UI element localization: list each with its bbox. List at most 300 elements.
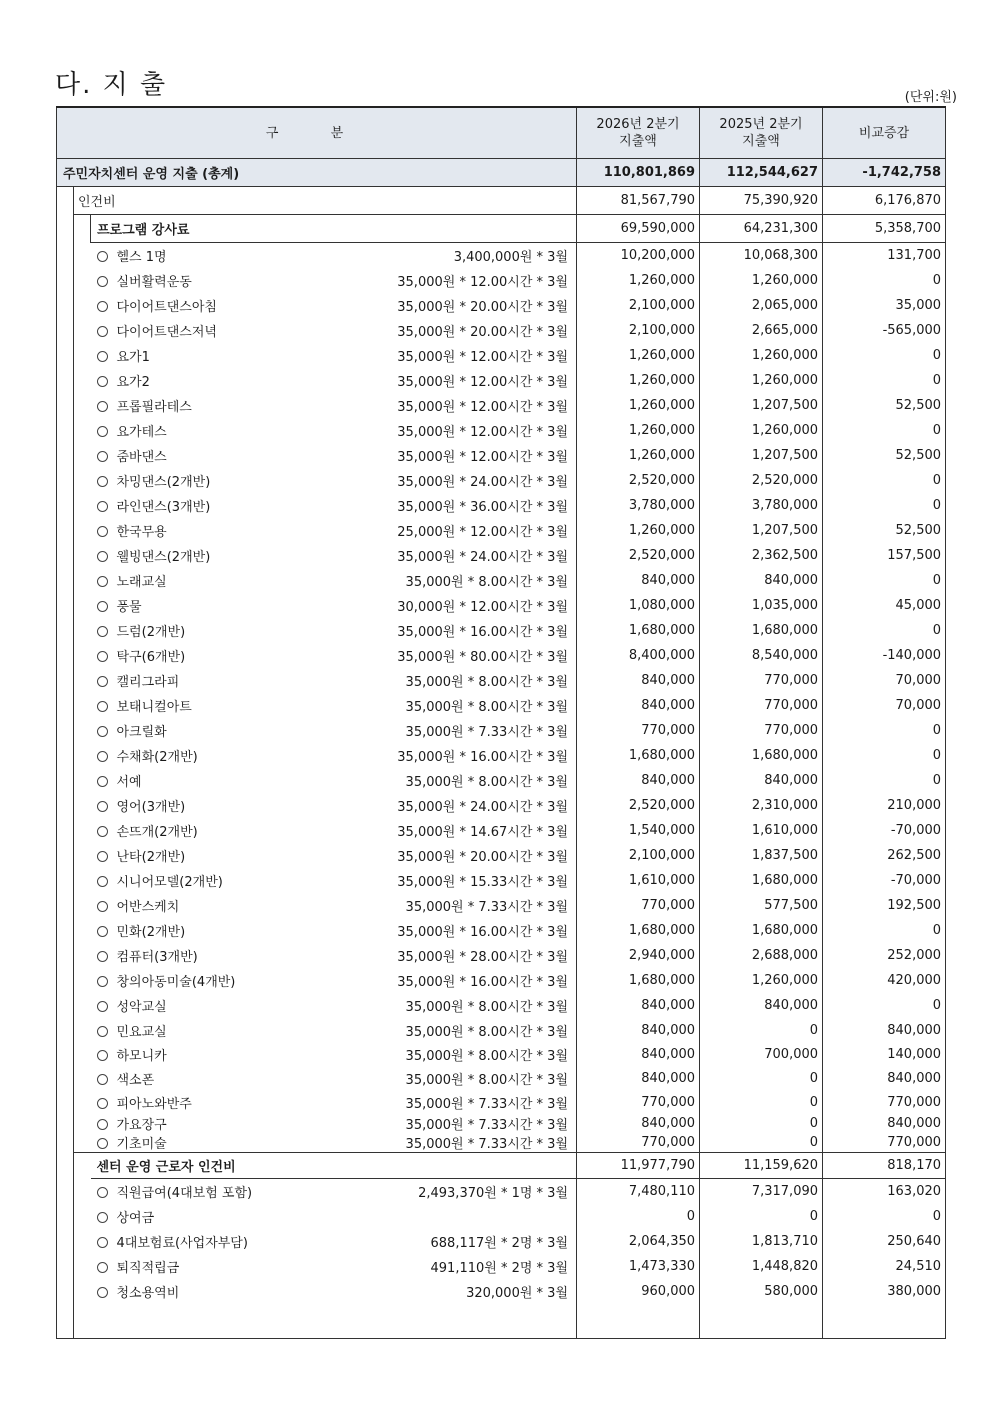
circle-bullet-icon <box>97 1074 108 1085</box>
header-2026 <box>577 107 700 159</box>
item-diff: 0 <box>823 1204 946 1229</box>
indent-cell <box>57 868 74 893</box>
circle-bullet-icon <box>97 1237 108 1248</box>
circle-bullet-icon <box>97 401 108 412</box>
indent-cell <box>57 187 74 215</box>
table-row <box>57 368 946 393</box>
indent-cell <box>57 1304 74 1339</box>
item-v2026: 1,680,000 <box>577 968 700 993</box>
indent-cell <box>57 693 74 718</box>
item-formula: 35,000원 * 8.00시간 * 3월 <box>405 775 569 790</box>
item-name: 어반스케치 <box>116 900 180 915</box>
item-formula: 35,000원 * 8.00시간 * 3월 <box>405 700 569 715</box>
item-cell <box>91 268 577 293</box>
table-row <box>57 1229 946 1254</box>
item-formula: 35,000원 * 12.00시간 * 3월 <box>397 450 569 465</box>
item-name: 노래교실 <box>116 575 167 590</box>
item-formula: 35,000원 * 7.33시간 * 3월 <box>405 1118 569 1133</box>
total-2026: 110,801,869 <box>577 159 700 187</box>
table-row <box>57 768 946 793</box>
item-v2025: 1,260,000 <box>700 343 823 368</box>
item-name: 민화(2개반) <box>116 925 186 940</box>
indent-cell <box>57 468 74 493</box>
item-cell <box>91 743 577 768</box>
item-diff: 131,700 <box>823 243 946 269</box>
indent-cell <box>57 618 74 643</box>
item-v2025: 2,520,000 <box>700 468 823 493</box>
indent-cell <box>57 993 74 1018</box>
indent-cell <box>74 393 91 418</box>
item-v2026: 1,680,000 <box>577 618 700 643</box>
item-v2025: 1,837,500 <box>700 843 823 868</box>
indent-cell <box>74 1133 91 1153</box>
indent-cell <box>57 1204 74 1229</box>
table-row <box>57 343 946 368</box>
item-name: 시니어모델(2개반) <box>116 875 223 890</box>
item-formula: 35,000원 * 20.00시간 * 3월 <box>397 850 569 865</box>
indent-cell <box>74 743 91 768</box>
item-formula: 35,000원 * 16.00시간 * 3월 <box>397 925 569 940</box>
circle-bullet-icon <box>97 1026 108 1037</box>
item-name: 라인댄스(3개반) <box>116 500 211 515</box>
item-v2026: 1,260,000 <box>577 268 700 293</box>
indent-cell <box>74 668 91 693</box>
table-row <box>57 543 946 568</box>
item-cell <box>91 843 577 868</box>
indent-cell <box>57 743 74 768</box>
item-cell <box>91 543 577 568</box>
indent-cell <box>57 318 74 343</box>
item-diff: 192,500 <box>823 893 946 918</box>
indent-cell <box>57 1090 74 1114</box>
item-v2026: 1,540,000 <box>577 818 700 843</box>
indent-cell <box>57 968 74 993</box>
indent-cell <box>74 418 91 443</box>
indent-cell <box>74 1204 91 1229</box>
indent-cell <box>74 943 91 968</box>
item-diff: 70,000 <box>823 668 946 693</box>
item-v2026: 2,100,000 <box>577 318 700 343</box>
item-v2025: 1,207,500 <box>700 518 823 543</box>
item-v2025: 3,780,000 <box>700 493 823 518</box>
item-formula: 688,117원 * 2명 * 3월 <box>430 1236 569 1251</box>
table-row <box>57 393 946 418</box>
indent-cell <box>74 1153 91 1179</box>
item-name: 탁구(6개반) <box>116 650 186 665</box>
item-v2025: 577,500 <box>700 893 823 918</box>
item-v2026: 1,080,000 <box>577 593 700 618</box>
circle-bullet-icon <box>97 326 108 337</box>
item-cell <box>91 1018 577 1042</box>
indent-cell <box>74 893 91 918</box>
item-diff: 0 <box>823 368 946 393</box>
item-diff: -565,000 <box>823 318 946 343</box>
item-cell <box>91 1279 577 1304</box>
table-row <box>57 918 946 943</box>
total-2025: 112,544,627 <box>700 159 823 187</box>
empty-cell <box>823 1304 946 1339</box>
item-diff: 0 <box>823 343 946 368</box>
workers-2026: 11,977,790 <box>577 1153 700 1179</box>
item-diff: 0 <box>823 618 946 643</box>
circle-bullet-icon <box>97 1262 108 1273</box>
table-row <box>57 568 946 593</box>
item-cell <box>91 443 577 468</box>
item-cell <box>91 718 577 743</box>
item-v2026: 1,260,000 <box>577 443 700 468</box>
item-v2025: 1,680,000 <box>700 618 823 643</box>
item-cell <box>91 1066 577 1090</box>
circle-bullet-icon <box>97 251 108 262</box>
program-2026: 69,590,000 <box>577 215 700 243</box>
item-cell <box>91 1042 577 1066</box>
empty-cell <box>700 1304 823 1339</box>
item-diff: 0 <box>823 418 946 443</box>
item-diff: 0 <box>823 768 946 793</box>
personnel-2026: 81,567,790 <box>577 187 700 215</box>
circle-bullet-icon <box>97 926 108 937</box>
item-cell <box>91 893 577 918</box>
personnel-diff: 6,176,870 <box>823 187 946 215</box>
item-diff: -70,000 <box>823 818 946 843</box>
item-diff: 163,020 <box>823 1179 946 1205</box>
item-cell <box>91 393 577 418</box>
circle-bullet-icon <box>97 301 108 312</box>
item-name: 하모니카 <box>116 1048 167 1064</box>
table-row <box>57 443 946 468</box>
indent-cell <box>74 843 91 868</box>
item-name: 캘리그라피 <box>116 675 180 690</box>
item-name: 헬스 1명 <box>116 250 167 265</box>
item-formula: 35,000원 * 28.00시간 * 3월 <box>397 950 569 965</box>
indent-cell <box>57 918 74 943</box>
item-cell <box>91 318 577 343</box>
item-name: 민요교실 <box>116 1024 167 1040</box>
item-name: 기초미술 <box>116 1137 167 1152</box>
item-v2025: 0 <box>700 1090 823 1114</box>
item-v2025: 1,680,000 <box>700 743 823 768</box>
item-diff: 0 <box>823 718 946 743</box>
item-v2026: 840,000 <box>577 668 700 693</box>
item-diff: 0 <box>823 268 946 293</box>
indent-cell <box>57 1114 74 1133</box>
circle-bullet-icon <box>97 651 108 662</box>
item-v2025: 770,000 <box>700 718 823 743</box>
circle-bullet-icon <box>97 1050 108 1061</box>
header-2025-line2: 지출액 <box>742 134 780 149</box>
item-name: 난타(2개반) <box>116 850 186 865</box>
item-name: 실버활력운동 <box>116 275 192 290</box>
item-v2026: 10,200,000 <box>577 243 700 269</box>
indent-cell <box>74 318 91 343</box>
indent-cell <box>74 1254 91 1279</box>
table-row <box>57 1254 946 1279</box>
indent-cell <box>57 418 74 443</box>
indent-cell <box>57 1279 74 1304</box>
item-formula: 35,000원 * 8.00시간 * 3월 <box>405 1048 569 1064</box>
indent-cell <box>74 1179 91 1205</box>
indent-cell <box>74 868 91 893</box>
item-v2025: 1,680,000 <box>700 918 823 943</box>
item-diff: -140,000 <box>823 643 946 668</box>
indent-cell <box>57 593 74 618</box>
item-diff: 70,000 <box>823 693 946 718</box>
circle-bullet-icon <box>97 1212 108 1223</box>
item-formula: 35,000원 * 8.00시간 * 3월 <box>405 575 569 590</box>
indent-cell <box>74 543 91 568</box>
item-diff: 0 <box>823 743 946 768</box>
table-row <box>57 818 946 843</box>
item-v2026: 1,260,000 <box>577 518 700 543</box>
circle-bullet-icon <box>97 976 108 987</box>
indent-cell <box>57 843 74 868</box>
header-category: 구 분 <box>57 107 577 159</box>
item-cell <box>91 568 577 593</box>
circle-bullet-icon <box>97 776 108 787</box>
empty-cell <box>577 1304 700 1339</box>
table-row <box>57 418 946 443</box>
indent-cell <box>57 1066 74 1090</box>
item-v2025: 2,688,000 <box>700 943 823 968</box>
indent-cell <box>57 343 74 368</box>
item-formula: 35,000원 * 8.00시간 * 3월 <box>405 675 569 690</box>
item-cell <box>91 1090 577 1114</box>
item-formula: 35,000원 * 16.00시간 * 3월 <box>397 625 569 640</box>
indent-cell <box>74 643 91 668</box>
item-v2026: 1,680,000 <box>577 743 700 768</box>
indent-cell <box>57 493 74 518</box>
item-v2026: 840,000 <box>577 1114 700 1133</box>
item-formula: 35,000원 * 8.00시간 * 3월 <box>405 1000 569 1015</box>
item-name: 색소폰 <box>116 1072 155 1088</box>
item-formula: 35,000원 * 8.00시간 * 3월 <box>405 1024 569 1040</box>
item-v2025: 1,610,000 <box>700 818 823 843</box>
table-row <box>57 793 946 818</box>
circle-bullet-icon <box>97 526 108 537</box>
item-formula: 35,000원 * 24.00시간 * 3월 <box>397 475 569 490</box>
workers-label: 센터 운영 근로자 인건비 <box>91 1153 577 1179</box>
item-diff: -70,000 <box>823 868 946 893</box>
item-v2025: 1,260,000 <box>700 418 823 443</box>
workers-2025: 11,159,620 <box>700 1153 823 1179</box>
item-formula: 35,000원 * 16.00시간 * 3월 <box>397 750 569 765</box>
item-formula: 35,000원 * 7.33시간 * 3월 <box>405 900 569 915</box>
item-name: 드럼(2개반) <box>116 625 186 640</box>
table-row <box>57 993 946 1018</box>
item-diff: 140,000 <box>823 1042 946 1066</box>
item-v2026: 1,260,000 <box>577 393 700 418</box>
item-cell <box>91 1229 577 1254</box>
indent-cell <box>74 1304 91 1339</box>
table-row <box>57 518 946 543</box>
item-diff: 210,000 <box>823 793 946 818</box>
indent-cell <box>57 243 74 269</box>
item-formula: 35,000원 * 12.00시간 * 3월 <box>397 425 569 440</box>
item-name: 서예 <box>116 775 142 790</box>
item-cell <box>91 768 577 793</box>
item-v2025: 8,540,000 <box>700 643 823 668</box>
item-diff: 840,000 <box>823 1114 946 1133</box>
item-name: 피아노와반주 <box>116 1096 192 1112</box>
item-cell <box>91 1204 577 1229</box>
item-v2026: 3,780,000 <box>577 493 700 518</box>
item-v2025: 770,000 <box>700 668 823 693</box>
indent-cell <box>57 793 74 818</box>
indent-cell <box>57 443 74 468</box>
table-row <box>57 1066 946 1090</box>
circle-bullet-icon <box>97 426 108 437</box>
item-cell <box>91 643 577 668</box>
item-name: 수채화(2개반) <box>116 750 198 765</box>
item-diff: 380,000 <box>823 1279 946 1304</box>
circle-bullet-icon <box>97 1138 108 1149</box>
item-name: 요가1 <box>116 350 150 365</box>
table-row <box>57 1090 946 1114</box>
item-diff: 0 <box>823 468 946 493</box>
item-v2026: 840,000 <box>577 993 700 1018</box>
item-formula: 3,400,000원 * 3월 <box>453 250 569 265</box>
circle-bullet-icon <box>97 576 108 587</box>
item-v2026: 840,000 <box>577 1018 700 1042</box>
circle-bullet-icon <box>97 851 108 862</box>
item-name: 요가2 <box>116 375 150 390</box>
item-name: 아크릴화 <box>116 725 167 740</box>
item-name: 청소용역비 <box>116 1286 180 1301</box>
header-diff: 비교증감 <box>823 107 946 159</box>
item-v2026: 840,000 <box>577 568 700 593</box>
section-heading: 다. 지 출 <box>55 70 168 100</box>
item-name: 4대보험료(사업자부담) <box>116 1236 248 1251</box>
empty-cell <box>91 1304 577 1339</box>
item-cell <box>91 293 577 318</box>
program-row <box>57 215 946 243</box>
item-v2026: 2,100,000 <box>577 293 700 318</box>
circle-bullet-icon <box>97 476 108 487</box>
item-cell <box>91 368 577 393</box>
item-v2026: 2,520,000 <box>577 793 700 818</box>
circle-bullet-icon <box>97 726 108 737</box>
item-cell <box>91 1179 577 1205</box>
item-v2025: 0 <box>700 1204 823 1229</box>
table-row <box>57 593 946 618</box>
table-row <box>57 968 946 993</box>
item-v2025: 1,260,000 <box>700 268 823 293</box>
item-diff: 420,000 <box>823 968 946 993</box>
indent-cell <box>74 1279 91 1304</box>
header-2025-line1: 2025년 2분기 <box>719 117 803 132</box>
item-cell <box>91 868 577 893</box>
item-name: 웰빙댄스(2개반) <box>116 550 211 565</box>
indent-cell <box>74 443 91 468</box>
item-v2026: 0 <box>577 1204 700 1229</box>
indent-cell <box>57 1153 74 1179</box>
indent-cell <box>74 718 91 743</box>
item-v2026: 2,064,350 <box>577 1229 700 1254</box>
item-formula: 35,000원 * 16.00시간 * 3월 <box>397 975 569 990</box>
table-row <box>57 1133 946 1153</box>
circle-bullet-icon <box>97 951 108 962</box>
indent-cell <box>74 368 91 393</box>
circle-bullet-icon <box>97 376 108 387</box>
item-cell <box>91 468 577 493</box>
item-formula: 35,000원 * 80.00시간 * 3월 <box>397 650 569 665</box>
indent-cell <box>74 1090 91 1114</box>
circle-bullet-icon <box>97 1001 108 1012</box>
item-formula: 35,000원 * 20.00시간 * 3월 <box>397 300 569 315</box>
header-2025 <box>700 107 823 159</box>
personnel-label: 인건비 <box>74 187 577 215</box>
item-name: 성악교실 <box>116 1000 167 1015</box>
table-row <box>57 1114 946 1133</box>
item-formula: 35,000원 * 36.00시간 * 3월 <box>397 500 569 515</box>
circle-bullet-icon <box>97 451 108 462</box>
table-row <box>57 643 946 668</box>
item-v2025: 0 <box>700 1066 823 1090</box>
item-diff: 262,500 <box>823 843 946 868</box>
item-v2025: 0 <box>700 1018 823 1042</box>
circle-bullet-icon <box>97 501 108 512</box>
item-formula: 35,000원 * 24.00시간 * 3월 <box>397 550 569 565</box>
item-diff: 24,510 <box>823 1254 946 1279</box>
table-row <box>57 668 946 693</box>
table-row <box>57 718 946 743</box>
personnel-2025: 75,390,920 <box>700 187 823 215</box>
indent-cell <box>57 1179 74 1205</box>
circle-bullet-icon <box>97 1119 108 1130</box>
item-formula: 320,000원 * 3월 <box>466 1286 569 1301</box>
item-v2025: 0 <box>700 1133 823 1153</box>
item-formula: 35,000원 * 14.67시간 * 3월 <box>397 825 569 840</box>
item-name: 풍물 <box>116 600 142 615</box>
item-v2025: 0 <box>700 1114 823 1133</box>
program-2025: 64,231,300 <box>700 215 823 243</box>
item-v2026: 770,000 <box>577 893 700 918</box>
table-header-row <box>57 107 946 159</box>
total-row <box>57 159 946 187</box>
item-name: 가요장구 <box>116 1118 167 1133</box>
circle-bullet-icon <box>97 1287 108 1298</box>
table-row <box>57 1042 946 1066</box>
table-row <box>57 268 946 293</box>
indent-cell <box>57 268 74 293</box>
item-v2025: 1,207,500 <box>700 443 823 468</box>
indent-cell <box>74 618 91 643</box>
indent-cell <box>74 468 91 493</box>
unit-label: (단위:원) <box>904 90 957 105</box>
item-cell <box>91 243 577 269</box>
program-label: 프로그램 강사료 <box>91 215 577 243</box>
item-diff: 770,000 <box>823 1133 946 1153</box>
circle-bullet-icon <box>97 1187 108 1198</box>
item-cell <box>91 343 577 368</box>
item-cell <box>91 693 577 718</box>
circle-bullet-icon <box>97 901 108 912</box>
expenditure-table <box>56 106 946 1339</box>
table-row <box>57 468 946 493</box>
item-diff: 0 <box>823 568 946 593</box>
indent-cell <box>57 215 74 243</box>
item-name: 줌바댄스 <box>116 450 167 465</box>
indent-cell <box>57 1229 74 1254</box>
item-formula: 35,000원 * 12.00시간 * 3월 <box>397 275 569 290</box>
item-name: 컴퓨터(3개반) <box>116 950 198 965</box>
item-diff: 35,000 <box>823 293 946 318</box>
item-v2025: 2,310,000 <box>700 793 823 818</box>
item-cell <box>91 968 577 993</box>
table-row <box>57 318 946 343</box>
item-v2025: 1,813,710 <box>700 1229 823 1254</box>
indent-cell <box>74 1114 91 1133</box>
